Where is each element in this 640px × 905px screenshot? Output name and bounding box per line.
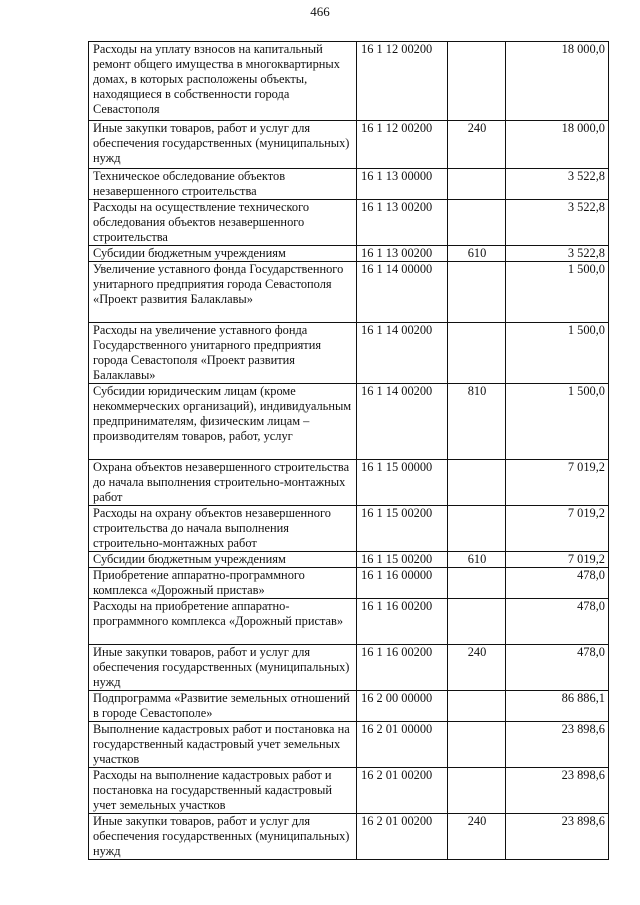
row-name-cell: Выполнение кадастровых работ и постановка на государственный кадастровый учет земельных участков <box>89 722 357 768</box>
row-code-cell: 16 2 01 00000 <box>357 722 448 768</box>
row-sum-cell: 86 886,1 <box>506 691 609 722</box>
row-code-cell: 16 1 15 00200 <box>357 552 448 568</box>
table-row <box>89 552 609 568</box>
row-code-cell: 16 2 01 00200 <box>357 768 448 814</box>
row-code-cell: 16 1 15 00200 <box>357 506 448 552</box>
row-sum-cell: 7 019,2 <box>506 506 609 552</box>
row-sum-cell: 7 019,2 <box>506 552 609 568</box>
row-name-cell: Иные закупки товаров, работ и услуг для обеспечения государственных (муниципальных) нужд <box>89 814 357 860</box>
row-code-cell: 16 1 14 00200 <box>357 323 448 384</box>
row-type-cell: 240 <box>448 121 506 169</box>
row-type-cell <box>448 768 506 814</box>
table-row <box>89 691 609 722</box>
row-sum-cell: 23 898,6 <box>506 768 609 814</box>
row-code-cell: 16 1 15 00000 <box>357 460 448 506</box>
table-row <box>89 246 609 262</box>
table-row <box>89 169 609 200</box>
row-type-cell <box>448 599 506 645</box>
table-row <box>89 599 609 645</box>
table-row <box>89 262 609 323</box>
row-sum-cell: 3 522,8 <box>506 169 609 200</box>
table-row <box>89 323 609 384</box>
row-type-cell <box>448 262 506 323</box>
row-name-cell: Расходы на выполнение кадастровых работ и постановка на государственный кадастровый учет земельных участков <box>89 768 357 814</box>
row-type-cell <box>448 200 506 246</box>
row-name-cell: Приобретение аппаратно-программного комплекса «Дорожный пристав» <box>89 568 357 599</box>
table-row <box>89 722 609 768</box>
row-sum-cell: 23 898,6 <box>506 722 609 768</box>
table-row <box>89 645 609 691</box>
row-name-cell: Иные закупки товаров, работ и услуг для обеспечения государственных (муниципальных) нужд <box>89 645 357 691</box>
table-row <box>89 200 609 246</box>
row-name-cell: Расходы на приобретение аппаратно-программного комплекса «Дорожный пристав» <box>89 599 357 645</box>
row-code-cell: 16 1 13 00000 <box>357 169 448 200</box>
row-sum-cell: 1 500,0 <box>506 323 609 384</box>
row-type-cell <box>448 568 506 599</box>
row-type-cell <box>448 691 506 722</box>
row-name-cell: Техническое обследование объектов незавершенного строительства <box>89 169 357 200</box>
row-name-cell: Иные закупки товаров, работ и услуг для обеспечения государственных (муниципальных) нужд <box>89 121 357 169</box>
row-code-cell: 16 2 00 00000 <box>357 691 448 722</box>
row-sum-cell: 3 522,8 <box>506 200 609 246</box>
row-name-cell: Увеличение уставного фонда Государственного унитарного предприятия города Севастополя «Проект развития Балаклавы» <box>89 262 357 323</box>
row-code-cell: 16 1 12 00200 <box>357 121 448 169</box>
row-type-cell: 810 <box>448 384 506 460</box>
table-row <box>89 460 609 506</box>
row-name-cell: Расходы на осуществление технического обследования объектов незавершенного строительства <box>89 200 357 246</box>
row-type-cell <box>448 506 506 552</box>
row-sum-cell: 478,0 <box>506 568 609 599</box>
table-row <box>89 506 609 552</box>
row-name-cell: Субсидии бюджетным учреждениям <box>89 552 357 568</box>
row-type-cell: 240 <box>448 645 506 691</box>
row-sum-cell: 1 500,0 <box>506 262 609 323</box>
row-name-cell: Субсидии бюджетным учреждениям <box>89 246 357 262</box>
row-code-cell: 16 1 16 00200 <box>357 599 448 645</box>
table-row <box>89 568 609 599</box>
row-name-cell: Расходы на охрану объектов незавершенного строительства до начала выполнения строительно-монтажных работ <box>89 506 357 552</box>
row-code-cell: 16 2 01 00200 <box>357 814 448 860</box>
row-name-cell: Подпрограмма «Развитие земельных отношений в городе Севастополе» <box>89 691 357 722</box>
row-sum-cell: 3 522,8 <box>506 246 609 262</box>
row-type-cell: 610 <box>448 552 506 568</box>
row-code-cell: 16 1 14 00000 <box>357 262 448 323</box>
row-code-cell: 16 1 13 00200 <box>357 200 448 246</box>
row-code-cell: 16 1 14 00200 <box>357 384 448 460</box>
row-sum-cell: 7 019,2 <box>506 460 609 506</box>
row-name-cell: Расходы на увеличение уставного фонда Государственного унитарного предприятия города Севастополя «Проект развития Балаклавы» <box>89 323 357 384</box>
row-code-cell: 16 1 16 00000 <box>357 568 448 599</box>
row-name-cell: Охрана объектов незавершенного строительства до начала выполнения строительно-монтажных работ <box>89 460 357 506</box>
row-type-cell <box>448 323 506 384</box>
row-type-cell <box>448 460 506 506</box>
row-code-cell: 16 1 13 00200 <box>357 246 448 262</box>
row-code-cell: 16 1 16 00200 <box>357 645 448 691</box>
row-code-cell: 16 1 12 00200 <box>357 42 448 121</box>
budget-table <box>88 41 609 860</box>
table-row <box>89 768 609 814</box>
row-name-cell: Расходы на уплату взносов на капитальный ремонт общего имущества в многоквартирных домах, в которых расположены объекты, находящиеся в собственности города Севастополя <box>89 42 357 121</box>
row-sum-cell: 1 500,0 <box>506 384 609 460</box>
row-sum-cell: 18 000,0 <box>506 42 609 121</box>
row-type-cell <box>448 169 506 200</box>
row-sum-cell: 18 000,0 <box>506 121 609 169</box>
row-type-cell: 610 <box>448 246 506 262</box>
page-number: 466 <box>310 4 330 19</box>
row-sum-cell: 23 898,6 <box>506 814 609 860</box>
row-sum-cell: 478,0 <box>506 645 609 691</box>
row-sum-cell: 478,0 <box>506 599 609 645</box>
row-type-cell <box>448 722 506 768</box>
row-type-cell: 240 <box>448 814 506 860</box>
table-row <box>89 121 609 169</box>
row-type-cell <box>448 42 506 121</box>
table-row <box>89 814 609 860</box>
row-name-cell: Субсидии юридическим лицам (кроме некоммерческих организаций), индивидуальным предпринимателям, физическим лицам – производителям товаров, работ, услуг <box>89 384 357 460</box>
table-row <box>89 42 609 121</box>
table-row <box>89 384 609 460</box>
